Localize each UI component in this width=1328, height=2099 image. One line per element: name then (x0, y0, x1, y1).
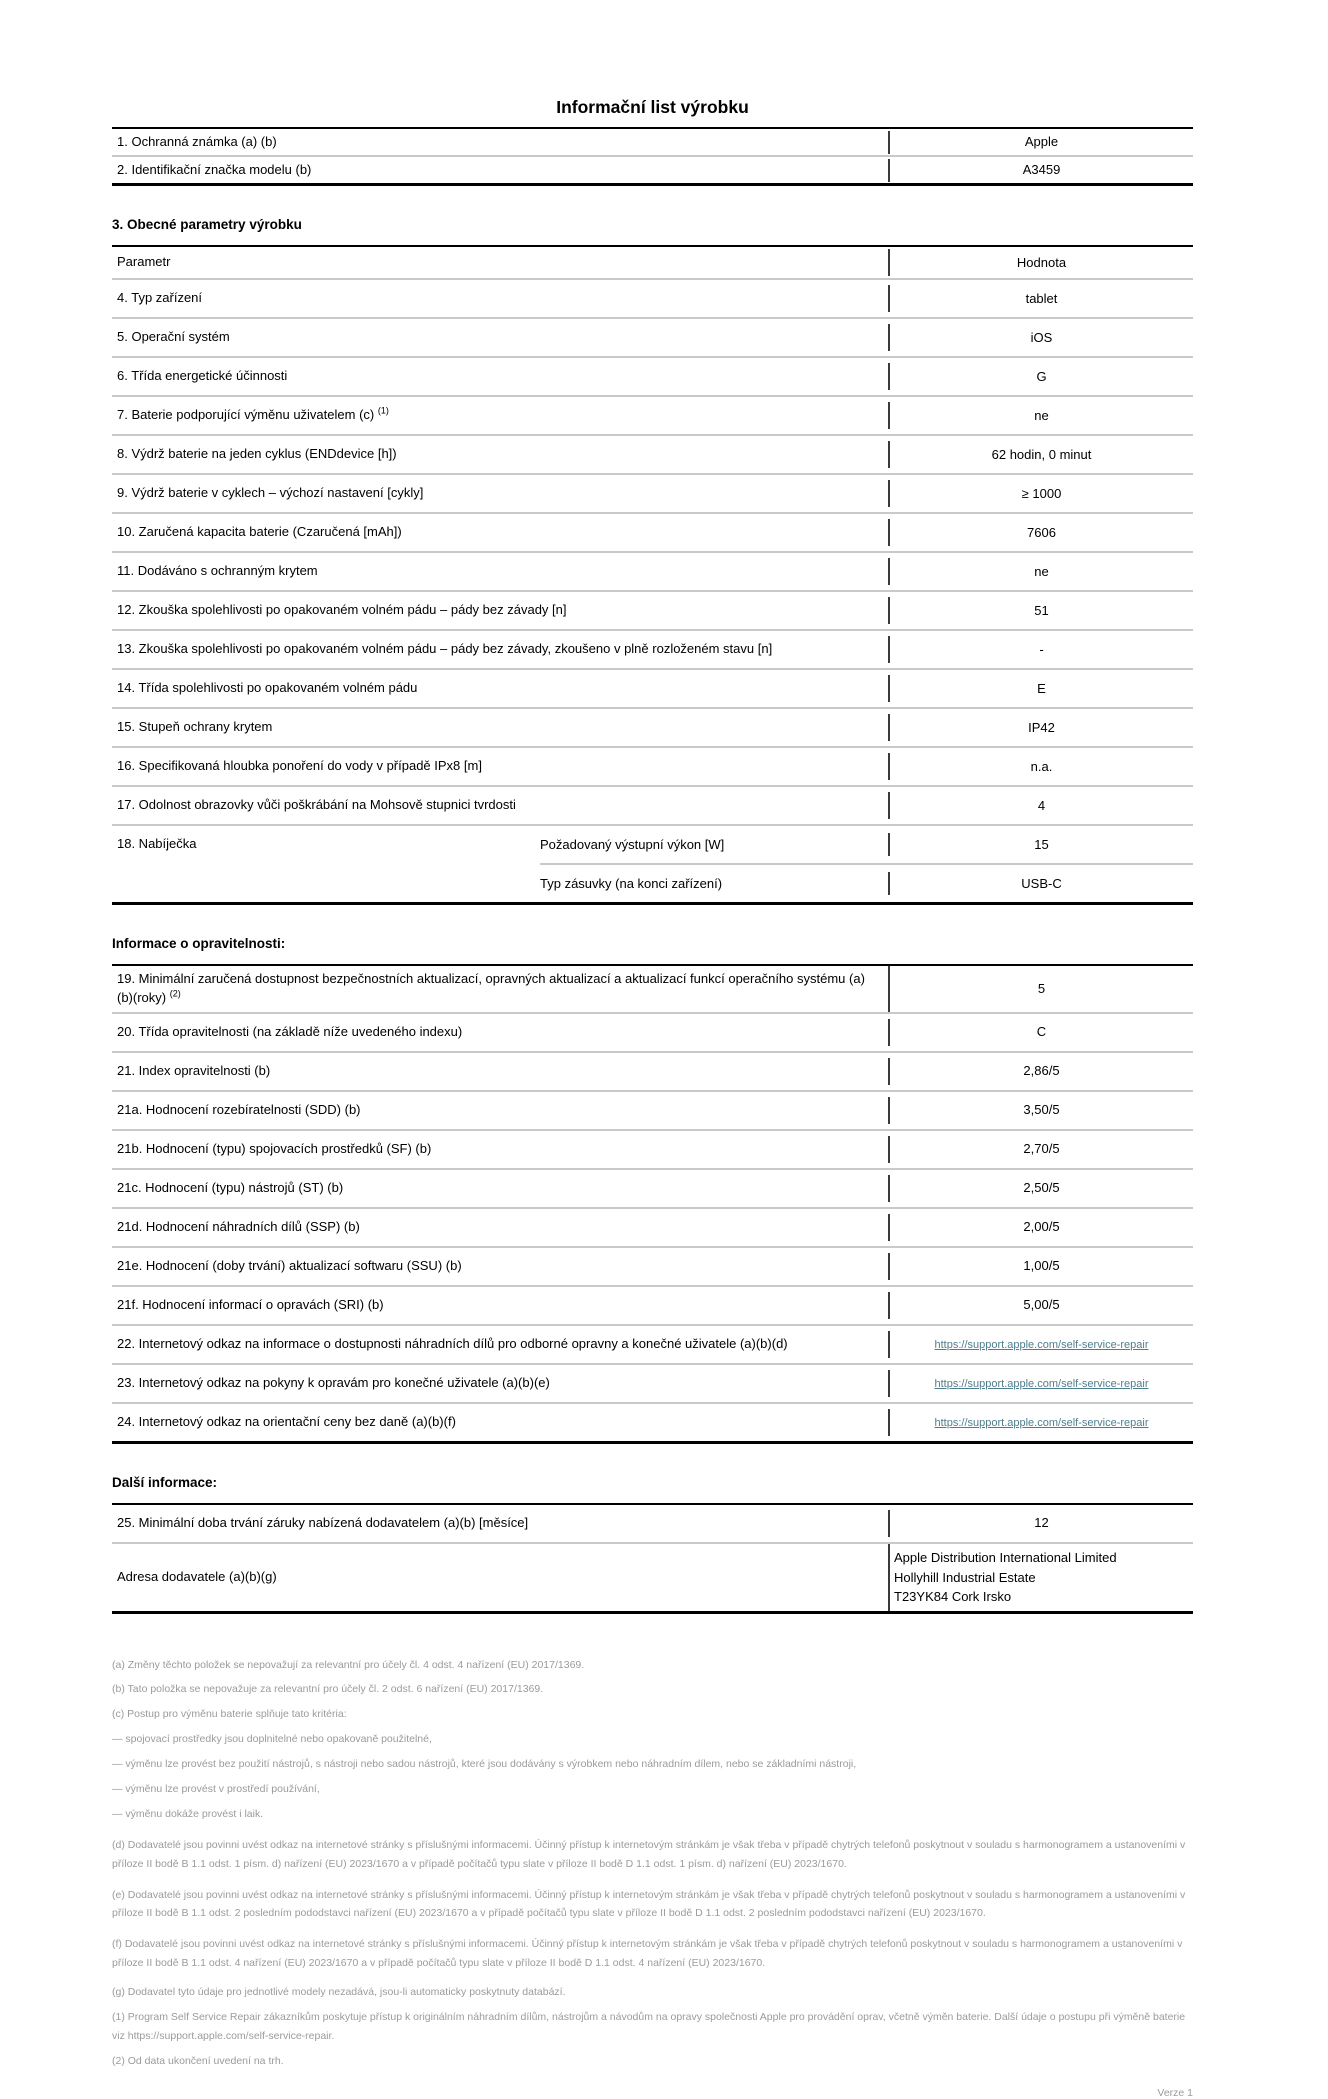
parameter-label (112, 966, 890, 1012)
parameter-value (890, 1409, 1193, 1435)
table-row (112, 785, 1193, 824)
parameter-label: 1. Ochranná známka (a) (b) (112, 131, 890, 154)
section-heading-repairability: Informace o opravitelnosti: (112, 936, 286, 952)
table-row (112, 1285, 1193, 1324)
parameter-label (112, 402, 890, 429)
table-row (112, 1542, 1193, 1611)
parameter-value: 51 (1034, 602, 1049, 618)
parameter-value: 7606 (1027, 524, 1056, 540)
support-link[interactable]: https://support.apple.com/self-service-repair (934, 1339, 1149, 1352)
support-link[interactable]: https://support.apple.com/self-service-repair (934, 1378, 1149, 1391)
address-line: Hollyhill Industrial Estate (894, 1569, 1036, 1585)
parameter-value: 2,50/5 (1023, 1180, 1060, 1196)
table-row (112, 1051, 1193, 1090)
parameter-value: IP42 (1028, 719, 1055, 735)
table-header-row (112, 247, 1193, 278)
parameter-label: 21c. Hodnocení (typu) nástrojů (ST) (b) (112, 1175, 890, 1202)
footnote: — výměnu lze provést v prostředí používání, (112, 1783, 320, 1796)
table-row (112, 434, 1193, 473)
sub-parameter-label: Typ zásuvky (na konci zařízení) (540, 872, 890, 895)
footnote: (1) Program Self Service Repair zákazníkům poskytuje přístup k originálním náhradním dílům, nástrojům a návodům na opravy společnosti Apple pro provádění oprav, včetně výměn baterie. Další údaje o postupu při výměně baterie viz https://support.apple.com/self-service-repair. (112, 2011, 1186, 2042)
parameter-label: 16. Specifikovaná hloubka ponoření do vody v případě IPx8 [m] (112, 753, 890, 780)
parameter-label: 8. Výdrž baterie na jeden cyklus (ENDdevice [h]) (112, 441, 890, 468)
table-row (112, 1207, 1193, 1246)
parameter-value: tablet (1025, 290, 1058, 306)
parameter-label: 9. Výdrž baterie v cyklech – výchozí nastavení [cykly] (112, 480, 890, 507)
parameter-value: Apple (1024, 134, 1059, 149)
identification-table (112, 127, 1193, 186)
table-row (112, 707, 1193, 746)
footnote-reference: (2) (169, 988, 181, 999)
parameter-label: 2. Identifikační značka modelu (b) (112, 159, 890, 182)
parameter-label: 17. Odolnost obrazovky vůči poškrábání na Mohsově stupnici tvrdosti (112, 792, 890, 819)
parameter-label-text: 19. Minimální zaručená dostupnost bezpečnostních aktualizací, opravných aktualizací a aktualizací funkcí operačního systému (a)(b)(roky) (117, 971, 865, 1006)
footnote: — výměnu lze provést bez použití nástrojů, s nástroji nebo sadou nástrojů, které jsou dodávány s výrobkem nebo náhradním dílem, nebo se základními nástroji, (112, 1758, 857, 1771)
parameter-label: 21. Index opravitelnosti (b) (112, 1058, 890, 1085)
page-content (112, 0, 1193, 2099)
footnote: (f) Dodavatelé jsou povinni uvést odkaz na internetové stránky s příslušnými informacemi. Účinný přístup k internetovým stránkám je však třeba v případě chytrých telefonů poskytnout v souladu s harmonogramem a ustanoveními v příloze II bodě B 1.1 odst. 4 nařízení (EU) 2023/1670 a v případě počítačů typu slate v příloze II bodě D 1.1 odst. 4 nařízení (EU) 2023/1670. (112, 1938, 1183, 1970)
parameter-label: 21d. Hodnocení náhradních dílů (SSP) (b) (112, 1214, 890, 1241)
parameter-value: USB-C (1021, 876, 1062, 892)
parameter-label: 21f. Hodnocení informací o opravách (SRI) (b) (112, 1292, 890, 1319)
table-row (112, 1363, 1193, 1402)
footnote: — spojovací prostředky jsou doplnitelné nebo opakovaně použitelné, (112, 1733, 432, 1746)
footnote-reference: (1) (377, 406, 389, 417)
sub-parameter-label: Požadovaný výstupní výkon [W] (540, 833, 890, 856)
parameter-label: 22. Internetový odkaz na informace o dostupnosti náhradních dílů pro odborné opravny a konečné uživatele (a)(b)(d) (112, 1331, 890, 1358)
parameter-value: - (1039, 641, 1044, 657)
charger-subtable (540, 826, 1193, 902)
parameter-label: 21b. Hodnocení (typu) spojovacích prostředků (SF) (b) (112, 1136, 890, 1163)
address-line: Apple Distribution International Limited (894, 1550, 1117, 1566)
table-row (112, 1402, 1193, 1441)
table-row (112, 551, 1193, 590)
column-header-value: Hodnota (1016, 254, 1067, 270)
parameter-value: ne (1034, 407, 1049, 423)
parameter-value (890, 1331, 1193, 1357)
charger-row (112, 824, 1193, 902)
parameter-value: 3,50/5 (1023, 1102, 1060, 1118)
parameter-value: 2,86/5 (1023, 1063, 1060, 1079)
general-parameters-table (112, 245, 1193, 905)
parameter-label: 15. Stupeň ochrany krytem (112, 714, 890, 741)
parameter-value: 4 (1037, 797, 1046, 813)
table-row (112, 629, 1193, 668)
table-row (112, 1324, 1193, 1363)
footnote: (b) Tato položka se nepovažuje za relevantní pro účely čl. 2 odst. 6 nařízení (EU) 2017/1369. (112, 1683, 544, 1696)
parameter-value: 2,70/5 (1023, 1141, 1060, 1157)
table-row (112, 1090, 1193, 1129)
table-row (112, 966, 1193, 1012)
table-row (112, 1505, 1193, 1542)
parameter-label: 5. Operační systém (112, 324, 890, 351)
parameter-value: ne (1034, 563, 1049, 579)
footnotes (112, 1656, 1193, 2071)
parameter-label: 23. Internetový odkaz na pokyny k opravám pro konečné uživatele (a)(b)(e) (112, 1370, 890, 1397)
parameter-value: 12 (1034, 1515, 1049, 1531)
parameter-value: 2,00/5 (1023, 1219, 1060, 1235)
footnote: (2) Od data ukončení uvedení na trh. (112, 2054, 284, 2067)
parameter-label: 10. Zaručená kapacita baterie (Czaručená [mAh]) (112, 519, 890, 546)
additional-info-table (112, 1503, 1193, 1614)
column-header-parameter: Parametr (112, 249, 890, 276)
parameter-value: iOS (1030, 329, 1053, 345)
parameter-label: 18. Nabíječka (117, 836, 197, 852)
parameter-value: ≥ 1000 (1021, 485, 1062, 501)
table-row (112, 317, 1193, 356)
parameter-label: 12. Zkouška spolehlivosti po opakovaném volném pádu – pády bez závady [n] (112, 597, 890, 624)
parameter-value: 15 (1034, 837, 1049, 853)
supplier-address (890, 1544, 1193, 1611)
parameter-label: 25. Minimální doba trvání záruky nabízená dodavatelem (a)(b) [měsíce] (112, 1510, 890, 1537)
parameter-label: 21e. Hodnocení (doby trvání) aktualizací softwaru (SSU) (b) (112, 1253, 890, 1280)
table-row (112, 590, 1193, 629)
table-row (112, 746, 1193, 785)
section-heading-additional-info: Další informace: (112, 1475, 218, 1491)
parameter-label: 24. Internetový odkaz na orientační ceny bez daně (a)(b)(f) (112, 1409, 890, 1436)
parameter-label: 6. Třída energetické účinnosti (112, 363, 890, 390)
support-link[interactable]: https://support.apple.com/self-service-repair (934, 1417, 1149, 1430)
parameter-value: E (1037, 680, 1046, 696)
parameter-label: 20. Třída opravitelnosti (na základě níže uvedeného indexu) (112, 1019, 890, 1046)
table-row (112, 129, 1193, 155)
footnote: (d) Dodavatelé jsou povinni uvést odkaz na internetové stránky s příslušnými informacemi. Účinný přístup k internetovým stránkám je však třeba v případě chytrých telefonů poskytnout v souladu s harmonogramem a ustanoveními v příloze II bodě B 1.1 odst. 1 písm. d) nařízení (EU) 2023/1670 a v případě počítačů typu slate v příloze II bodě D 1.1 odst. 1 písm. d) nařízení (EU) 2023/1670. (112, 1838, 1186, 1870)
table-row (112, 668, 1193, 707)
parameter-label: Adresa dodavatele (a)(b)(g) (112, 1544, 890, 1611)
parameter-label: 14. Třída spolehlivosti po opakovaném volném pádu (112, 675, 890, 702)
footnote: (a) Změny těchto položek se nepovažují za relevantní pro účely čl. 4 odst. 4 nařízení (EU) 2017/1369. (112, 1658, 585, 1671)
parameter-label: 11. Dodáváno s ochranným krytem (112, 558, 890, 585)
address-line: T23YK84 Cork Irsko (894, 1589, 1012, 1605)
parameter-value: 5 (1037, 981, 1046, 997)
parameter-value: 62 hodin, 0 minut (991, 446, 1092, 462)
parameter-label: 21a. Hodnocení rozebíratelnosti (SDD) (b) (112, 1097, 890, 1124)
table-row (112, 1129, 1193, 1168)
parameter-value: 5,00/5 (1023, 1297, 1060, 1313)
table-row (112, 473, 1193, 512)
repairability-table (112, 964, 1193, 1444)
table-row (112, 356, 1193, 395)
parameter-label: 13. Zkouška spolehlivosti po opakovaném volném pádu – pády bez závady, zkoušeno v plně rozloženém stavu [n] (112, 636, 890, 663)
footnote: — výměnu dokáže provést i laik. (112, 1807, 264, 1820)
table-row (112, 512, 1193, 551)
table-row (112, 1246, 1193, 1285)
version-label: Verze 1 (1157, 2086, 1193, 2099)
footnote: (c) Postup pro výměnu baterie splňuje tato kritéria: (112, 1708, 347, 1721)
table-row (112, 278, 1193, 317)
table-row (112, 1012, 1193, 1051)
table-row (112, 155, 1193, 183)
footnote: (g) Dodavatel tyto údaje pro jednotlivé modely nezadává, jsou-li automaticky poskytnuty databází. (112, 1986, 566, 1999)
table-row (540, 863, 1193, 902)
parameter-value: A3459 (1022, 162, 1061, 178)
table-row (112, 395, 1193, 434)
page-title: Informační list výrobku (556, 97, 749, 117)
parameter-label-text: 7. Baterie podporující výměnu uživatelem (c) (117, 407, 375, 423)
parameter-value: 1,00/5 (1023, 1258, 1060, 1274)
table-row (540, 826, 1193, 863)
table-row (112, 1168, 1193, 1207)
parameter-value: C (1036, 1024, 1047, 1040)
parameter-value: G (1036, 368, 1047, 384)
parameter-value (890, 1370, 1193, 1396)
parameter-label: 4. Typ zařízení (112, 285, 890, 312)
section-heading-general-parameters: 3. Obecné parametry výrobku (112, 217, 302, 233)
parameter-value: n.a. (1030, 758, 1053, 774)
footnote: (e) Dodavatelé jsou povinni uvést odkaz na internetové stránky s příslušnými informacemi. Účinný přístup k internetovým stránkám je však třeba v případě chytrých telefonů poskytnout v souladu s harmonogramem a ustanoveními v příloze II bodě B 1.1 odst. 2 posledním pododstavci nařízení (EU) 2023/1670 a v případě počítačů typu slate v příloze II bodě D 1.1 odst. 2 posledním pododstavci nařízení (EU) 2023/1670. (112, 1888, 1186, 1920)
